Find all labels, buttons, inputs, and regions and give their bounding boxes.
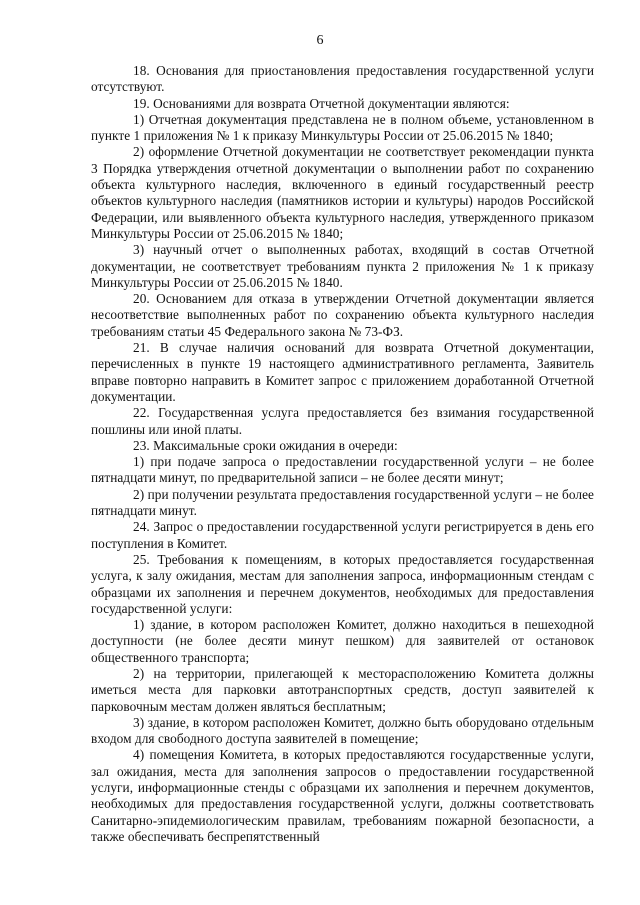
paragraph-19-item-3: 3) научный отчет о выполненных работах, входящий в состав Отчетной документации, не соответствует требованиям пункта 2 приложения № 1 к приказу Минкультуры России от 25.06.2015 № 1840. bbox=[91, 242, 594, 290]
paragraph-19-item-2: 2) оформление Отчетной документации не соответствует рекомендации пункта 3 Порядка утверждения отчетной документации о выполнении работ по сохранению объекта культурного наследия, включенного в единый государственный реестр объектов культурного наследия (памятников истории и культуры) народов Российской Федерации, или выявленного объекта культурного наследия, утвержденного приказом Минкультуры России от 25.06.2015 № 1840; bbox=[91, 144, 594, 241]
paragraph-23-item-1: 1) при подаче запроса о предоставлении государственной услуги – не более пятнадцати минут, по предварительной записи – не более десяти минут; bbox=[91, 454, 594, 486]
paragraph-22: 22. Государственная услуга предоставляется без взимания государственной пошлины или иной платы. bbox=[91, 405, 594, 437]
paragraph-23: 23. Максимальные сроки ожидания в очереди: bbox=[133, 437, 398, 453]
paragraph-24: 24. Запрос о предоставлении государственной услуги регистрируется в день его поступления в Комитет. bbox=[91, 519, 594, 551]
paragraph-25-item-2: 2) на территории, прилегающей к месторасположению Комитета должны иметься места для парковки автотранспортных средств, доступ заявителей к парковочным местам должен являться бесплатным; bbox=[91, 665, 594, 714]
paragraph-23-item-2: 2) при получении результата предоставления государственной услуги – не более пятнадцати минут. bbox=[91, 486, 594, 519]
paragraph-25-item-1: 1) здание, в котором расположен Комитет, должно находиться в пешеходной доступности (не более десяти минут пешком) для заявителей от остановок общественного транспорта; bbox=[91, 617, 594, 665]
paragraph-25-item-3: 3) здание, в котором расположен Комитет, должно быть оборудовано отдельным входом для свободного доступа заявителей в помещение; bbox=[91, 714, 594, 747]
page-number: 6 bbox=[316, 33, 324, 48]
paragraph-19: 19. Основаниями для возврата Отчетной документации являются: bbox=[133, 95, 510, 111]
paragraph-20: 20. Основанием для отказа в утверждении Отчетной документации является несоответствие выполненных работ по сохранению объекта культурного наследия требованиям статьи 45 Федерального закона № 73-ФЗ. bbox=[91, 291, 594, 339]
paragraph-25-item-4: 4) помещения Комитета, в которых предоставляются государственные услуги, зал ожидания, места для заполнения запросов о предоставлении государственной услуги, информационные стенды с образцами их заполнения и перечнем документов, необходимых для предоставления государственной услуги, должны соответствовать Санитарно-эпидемиологическим правилам, требованиям пожарной безопасности, а также обеспечивать беспрепятственный bbox=[91, 747, 594, 844]
document-body bbox=[91, 63, 594, 845]
paragraph-19-item-1: 1) Отчетная документация представлена не в полном объеме, установленном в пункте 1 приложения № 1 к приказу Минкультуры России от 25.06.2015 № 1840; bbox=[91, 111, 594, 144]
paragraph-21: 21. В случае наличия оснований для возврата Отчетной документации, перечисленных в пункте 19 настоящего административного регламента, Заявитель вправе повторно направить в Комитет запрос с приложением доработанной Отчетной документации. bbox=[91, 340, 594, 404]
paragraph-18: 18. Основания для приостановления предоставления государственной услуги отсутствуют. bbox=[91, 63, 594, 95]
paragraph-25: 25. Требования к помещениям, в которых предоставляется государственная услуга, к залу ожидания, местам для заполнения запроса, информационным стендам с образцами их заполнения и перечнем документов, необходимых для предоставления государственной услуги: bbox=[91, 551, 594, 616]
